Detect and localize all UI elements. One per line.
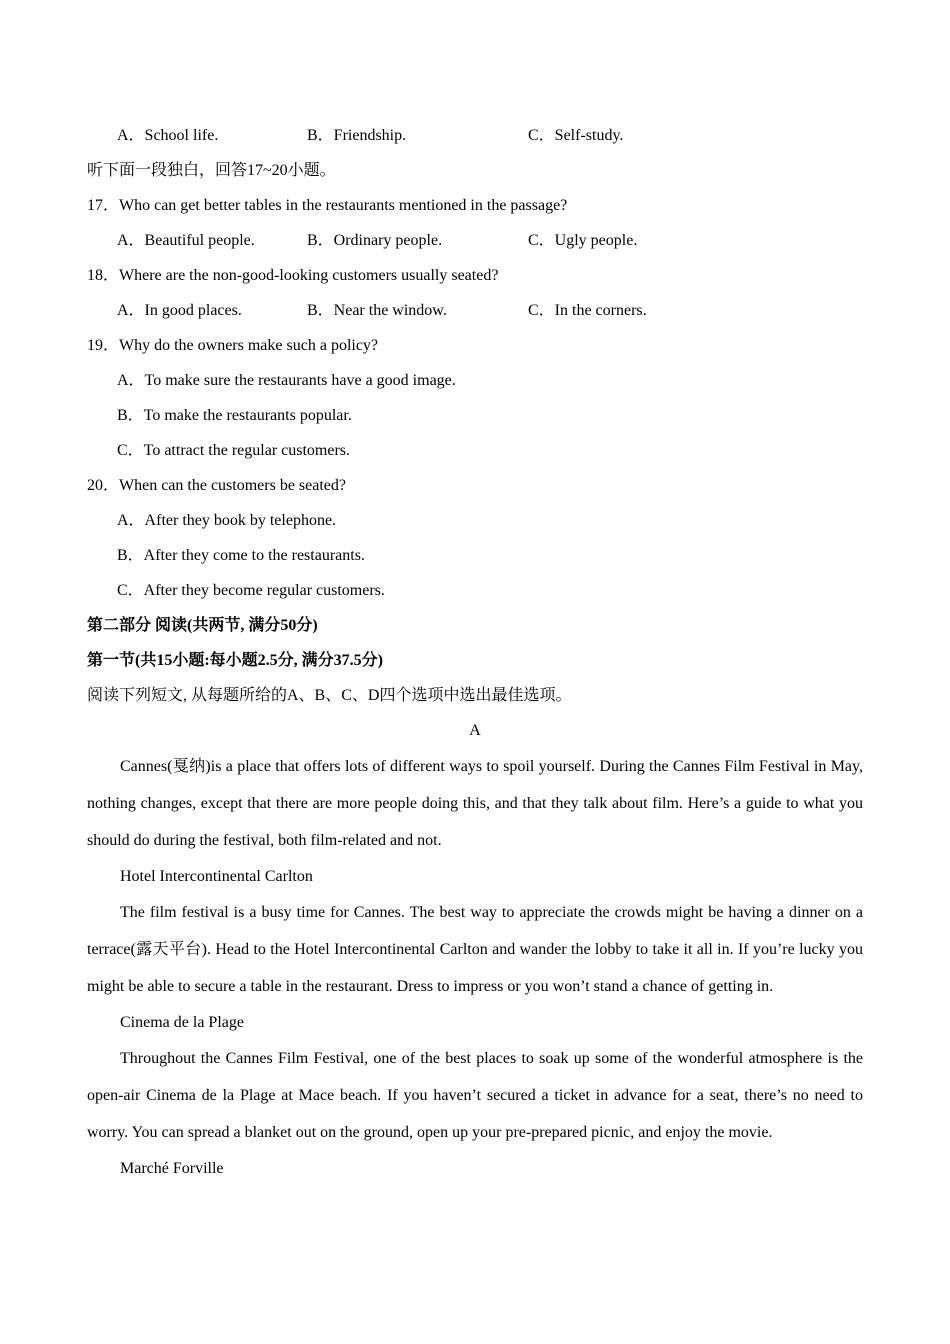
q18-option-b: B．Near the window. xyxy=(307,302,447,319)
part2-title: 第二部分 阅读(共两节, 满分50分) xyxy=(87,617,318,634)
reading-instruction: 阅读下列短文, 从每题所给的A、B、C、D四个选项中选出最佳选项。 xyxy=(87,687,572,704)
section1-title: 第一节(共15小题:每小题2.5分, 满分37.5分) xyxy=(87,652,383,669)
q19-stem: 19．Why do the owners make such a policy? xyxy=(87,337,379,354)
q20-stem: 20．When can the customers be seated? xyxy=(87,477,347,494)
q18-options xyxy=(87,293,863,328)
q17-option-b: B．Ordinary people. xyxy=(307,232,443,249)
monologue-instruction: 听下面一段独白，回答17~20小题。 xyxy=(87,162,336,179)
q16-option-b: B．Friendship. xyxy=(307,127,407,144)
passage-label: A xyxy=(469,722,481,739)
q16-option-c: C．Self-study. xyxy=(528,127,624,144)
q16-options xyxy=(87,118,863,153)
q17-stem: 17．Who can get better tables in the restaurants mentioned in the passage? xyxy=(87,197,568,214)
passage-para-hotel: The film festival is a busy time for Cannes. The best way to appreciate the crowds might be having a dinner on a terrace(露天平台). Head to the Hotel Intercontinental Carlton and wander the lobby to take it all in. If you’re lucky you might be able to secure a table in the restaurant. Dress to impress or you won’t stand a chance of getting in. xyxy=(87,904,863,995)
q17-option-a: A．Beautiful people. xyxy=(117,232,255,249)
q20-option-b: B．After they come to the restaurants. xyxy=(117,547,365,564)
exam-page xyxy=(87,118,863,1186)
q18-stem: 18．Where are the non-good-looking customers usually seated? xyxy=(87,267,499,284)
q20-option-a: A．After they book by telephone. xyxy=(117,512,337,529)
passage-para-cinema: Throughout the Cannes Film Festival, one of the best places to soak up some of the wonderful atmosphere is the open-air Cinema de la Plage at Mace beach. If you haven’t secured a ticket in advance for a seat, there’s no need to worry. You can spread a blanket out on the ground, open up your pre-prepared picnic, and enjoy the movie. xyxy=(87,1050,863,1141)
passage-intro: Cannes(戛纳)is a place that offers lots of different ways to spoil yourself. During the Cannes Film Festival in May, nothing changes, except that there are more people doing this, and that they talk about film. Here’s a guide to what you should do during the festival, both film-related and not. xyxy=(87,758,863,849)
q18-option-a: A．In good places. xyxy=(117,302,242,319)
q17-option-c: C．Ugly people. xyxy=(528,232,638,249)
q17-options xyxy=(87,223,863,258)
q20-option-c: C．After they become regular customers. xyxy=(117,582,385,599)
passage-heading-hotel: Hotel Intercontinental Carlton xyxy=(120,868,313,885)
q19-option-c: C．To attract the regular customers. xyxy=(117,442,351,459)
q19-option-b: B．To make the restaurants popular. xyxy=(117,407,352,424)
passage-heading-market: Marché Forville xyxy=(120,1160,224,1177)
q19-option-a: A．To make sure the restaurants have a good image. xyxy=(117,372,456,389)
q16-option-a: A．School life. xyxy=(117,127,219,144)
passage-heading-cinema: Cinema de la Plage xyxy=(120,1014,244,1031)
q18-option-c: C．In the corners. xyxy=(528,302,647,319)
